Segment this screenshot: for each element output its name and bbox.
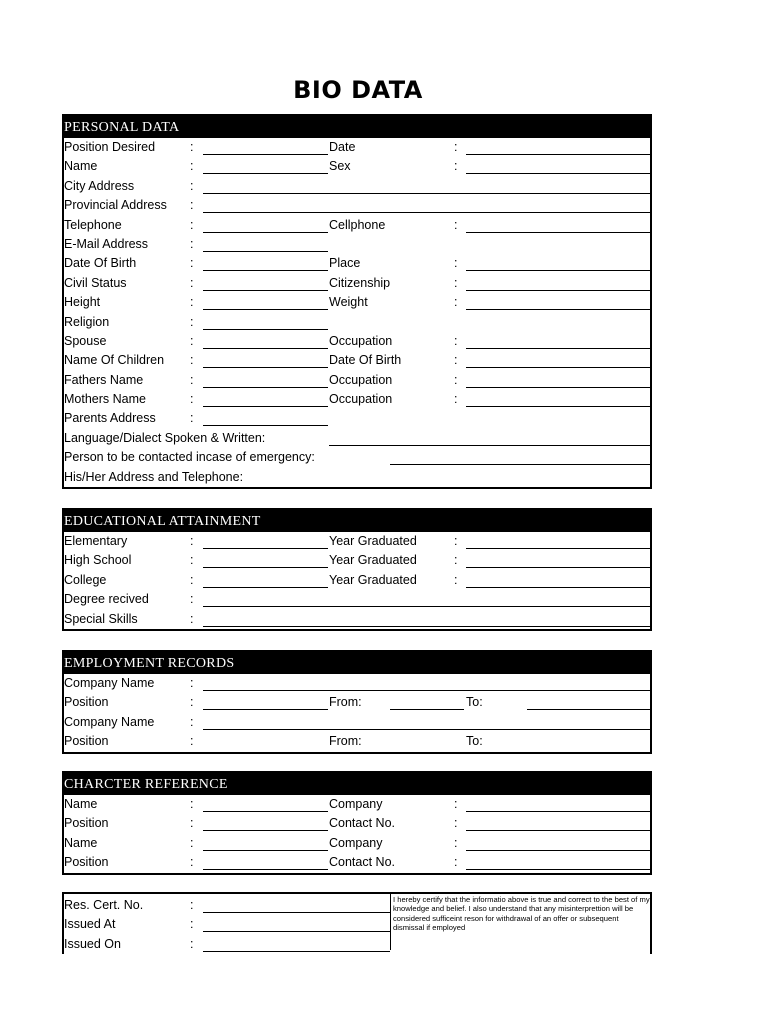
field-label-right: Company — [329, 835, 383, 850]
input-line[interactable] — [203, 387, 328, 388]
certification-statement: I hereby certify that the informatio above is true and correct to the best of my knowledge and belief. I also understand that any misinterprettion will be considered sufficeint reson for withdrawal of an offer or subsequent dismissal if employed — [390, 894, 652, 950]
form-row: Position Desired : Date : — [64, 138, 650, 157]
from-label: From: — [329, 695, 362, 710]
input-line-right[interactable] — [466, 348, 652, 349]
position-field[interactable] — [203, 709, 328, 710]
input-line[interactable] — [203, 212, 652, 213]
form-row: Elementary : Year Graduated : — [64, 532, 650, 551]
input-line-right[interactable] — [466, 154, 652, 155]
guardian-address-row — [64, 468, 650, 487]
field-label-right: Contact No. — [329, 816, 396, 831]
field-label-right: Year Graduated — [329, 572, 417, 587]
input-line[interactable] — [203, 811, 328, 812]
form-row: Civil Status : Citizenship : — [64, 274, 650, 293]
field-label: Name — [64, 159, 98, 174]
form-row: City Address : — [64, 177, 650, 196]
input-line[interactable] — [203, 154, 328, 155]
to-field[interactable] — [527, 709, 652, 710]
field-label: Name Of Children — [64, 353, 165, 368]
field-label: Height — [64, 295, 101, 310]
res-cert-row: Res. Cert. No. : — [64, 896, 650, 915]
form-row: Date Of Birth : Place : — [64, 254, 650, 273]
field-label-right: Occupation — [329, 372, 393, 387]
page-title: BIO DATA — [293, 76, 423, 104]
input-line[interactable] — [203, 348, 328, 349]
form-row: Fathers Name : Occupation : — [64, 371, 650, 390]
field-label-right: Citizenship — [329, 275, 391, 290]
field-label-right: Date — [329, 140, 356, 154]
input-line-right[interactable] — [466, 406, 652, 407]
field-label: E-Mail Address — [64, 236, 149, 251]
field-label: Fathers Name — [64, 372, 144, 387]
language-label: Language/Dialect Spoken & Written: — [64, 430, 266, 445]
input-line-right[interactable] — [466, 173, 652, 174]
company-name-label: Company Name — [64, 676, 155, 690]
input-line[interactable] — [203, 406, 328, 407]
input-line-right[interactable] — [466, 367, 652, 368]
form-row: Special Skills : — [64, 610, 650, 629]
field-label: Degree recived — [64, 592, 149, 607]
emergency-field[interactable] — [390, 464, 652, 465]
field-label-right: Weight — [329, 295, 368, 310]
field-label: Date Of Birth — [64, 256, 137, 271]
issued-on-label: Issued On — [64, 936, 121, 951]
from-field[interactable] — [390, 709, 464, 710]
input-line-right[interactable] — [466, 387, 652, 388]
form-row: Religion : — [64, 313, 650, 332]
field-label-right: Cellphone — [329, 217, 386, 232]
field-label: Name — [64, 835, 98, 850]
input-line[interactable] — [203, 548, 328, 549]
to-label: To: — [466, 695, 483, 710]
form-row: Degree recived : — [64, 590, 650, 609]
form-row: High School : Year Graduated : — [64, 551, 650, 570]
field-label-right: Year Graduated — [329, 553, 417, 568]
field-label: Position — [64, 816, 109, 831]
form-row: Position : Contact No. : — [64, 853, 650, 872]
input-line[interactable] — [203, 869, 328, 870]
field-label: Mothers Name — [64, 392, 146, 407]
field-label-right: Occupation — [329, 392, 393, 407]
language-row — [64, 429, 650, 448]
input-line[interactable] — [203, 309, 328, 310]
res-cert-field[interactable] — [203, 912, 390, 913]
emergency-row — [64, 448, 650, 467]
input-line-right[interactable] — [466, 548, 652, 549]
form-row: Name : Company : — [64, 795, 650, 814]
employment-company-row: Company Name : — [64, 674, 650, 693]
company-name-field-2[interactable] — [203, 729, 652, 730]
field-label: Telephone — [64, 217, 122, 232]
input-line[interactable] — [203, 251, 328, 252]
position-label: Position — [64, 695, 109, 710]
reference-header: CHARCTER REFERENCE — [64, 773, 650, 795]
form-row: Name Of Children : Date Of Birth : — [64, 351, 650, 370]
form-row: Position : Contact No. : — [64, 814, 650, 833]
from-label-2: From: — [329, 734, 362, 749]
form-row: Height : Weight : — [64, 293, 650, 312]
input-line-right[interactable] — [466, 567, 652, 568]
field-label: Special Skills — [64, 611, 138, 626]
field-label: City Address — [64, 178, 135, 193]
input-line[interactable] — [203, 830, 328, 831]
input-line[interactable] — [203, 425, 328, 426]
form-row: E-Mail Address : — [64, 235, 650, 254]
certificate-section — [62, 892, 652, 954]
to-label-2: To: — [466, 734, 483, 749]
issued-at-field[interactable] — [203, 931, 390, 932]
personal-data-section — [62, 114, 652, 489]
form-row: Mothers Name : Occupation : — [64, 390, 650, 409]
input-line[interactable] — [203, 232, 328, 233]
company-name-field[interactable] — [203, 690, 652, 691]
field-label: Religion — [64, 314, 110, 329]
input-line-right[interactable] — [466, 869, 652, 870]
input-line-right[interactable] — [466, 232, 652, 233]
form-row: Parents Address : — [64, 409, 650, 428]
reference-section — [62, 771, 652, 875]
issued-at-label: Issued At — [64, 917, 116, 932]
field-label: College — [64, 572, 107, 587]
field-label: Provincial Address — [64, 198, 167, 213]
guardian-address-label: His/Her Address and Telephone: — [64, 469, 244, 484]
issued-on-field[interactable] — [203, 951, 390, 952]
employment-position-row-2: Position : From: To: — [64, 734, 483, 749]
form-row: Spouse : Occupation : — [64, 332, 650, 351]
field-label-right: Occupation — [329, 333, 393, 348]
field-label-right: Place — [329, 256, 361, 271]
input-line-right[interactable] — [466, 270, 652, 271]
employment-section — [62, 650, 652, 754]
education-header: EDUCATIONAL ATTAINMENT — [64, 510, 650, 532]
form-row: Provincial Address : — [64, 196, 650, 215]
input-line[interactable] — [203, 193, 652, 194]
form-row: Telephone : Cellphone : — [64, 216, 650, 235]
input-line[interactable] — [203, 587, 328, 588]
input-line[interactable] — [203, 329, 328, 330]
field-label: High School — [64, 553, 132, 568]
field-label-right: Company — [329, 797, 383, 811]
field-label: Name — [64, 797, 98, 811]
issued-at-row: Issued At : — [64, 915, 650, 934]
input-line[interactable] — [203, 367, 328, 368]
company-name-label-2: Company Name — [64, 714, 155, 729]
input-line[interactable] — [203, 290, 328, 291]
language-field[interactable] — [329, 445, 652, 446]
form-row: Name : Company : — [64, 834, 650, 853]
field-label-right: Date Of Birth — [329, 353, 402, 368]
field-label-right: Year Graduated — [329, 534, 417, 548]
position-label-2: Position — [64, 734, 109, 749]
field-label: Civil Status — [64, 275, 127, 290]
employment-header: EMPLOYMENT RECORDS — [64, 652, 650, 674]
form-row: Name : Sex : — [64, 157, 650, 176]
employment-position-row: Position : From: To: — [64, 693, 650, 712]
field-label: Position — [64, 855, 109, 870]
input-line[interactable] — [203, 606, 652, 607]
input-line[interactable] — [203, 626, 652, 627]
field-label-right: Sex — [329, 159, 351, 174]
employment-company-row-2: Company Name : — [64, 713, 650, 732]
input-line[interactable] — [203, 270, 328, 271]
input-line-right[interactable] — [466, 850, 652, 851]
field-label: Elementary — [64, 534, 128, 548]
input-line-right[interactable] — [466, 811, 652, 812]
res-cert-label: Res. Cert. No. — [64, 898, 144, 912]
personal-data-header: PERSONAL DATA — [64, 116, 650, 138]
input-line[interactable] — [203, 567, 328, 568]
issued-on-row: Issued On : — [64, 935, 650, 954]
field-label: Parents Address — [64, 411, 156, 426]
field-label-right: Contact No. — [329, 855, 396, 870]
emergency-label: Person to be contacted incase of emergency: — [64, 450, 315, 465]
input-line-right[interactable] — [466, 587, 652, 588]
input-line[interactable] — [203, 173, 328, 174]
education-section — [62, 508, 652, 631]
input-line[interactable] — [203, 850, 328, 851]
input-line-right[interactable] — [466, 830, 652, 831]
input-line-right[interactable] — [466, 290, 652, 291]
input-line-right[interactable] — [466, 309, 652, 310]
field-label: Position Desired — [64, 140, 156, 154]
field-label: Spouse — [64, 333, 107, 348]
form-row: College : Year Graduated : — [64, 571, 650, 590]
